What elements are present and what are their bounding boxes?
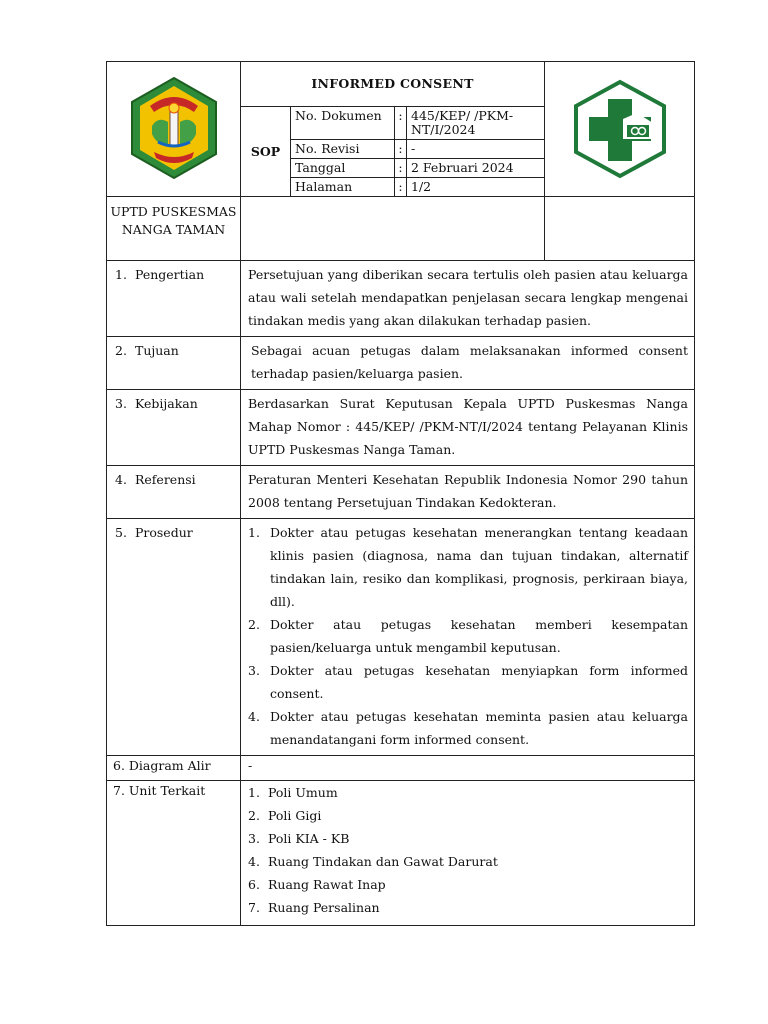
meta-colon: : — [395, 159, 407, 178]
section-label-diagram: 6. Diagram Alir — [107, 756, 241, 781]
section-label-prosedur: 5. Prosedur — [107, 519, 241, 756]
document-title: INFORMED CONSENT — [241, 62, 545, 107]
sop-table — [106, 61, 695, 926]
meta-label-doc: No. Dokumen — [291, 107, 395, 140]
meta-label-revision: No. Revisi — [291, 140, 395, 159]
section-label-unit-terkait: 7. Unit Terkait — [107, 781, 241, 926]
section-text-diagram: - — [241, 756, 695, 781]
puskesmas-cross-icon — [571, 79, 669, 179]
unit-blank-cell — [241, 197, 545, 261]
unit-item: 4. Ruang Tindakan dan Gawat Darurat — [248, 854, 498, 869]
meta-label-date: Tanggal — [291, 159, 395, 178]
section-label-pengertian: 1. Pengertian — [107, 261, 241, 337]
right-logo-cell — [545, 62, 695, 197]
unit-item: 7. Ruang Persalinan — [248, 900, 380, 915]
section-label-referensi: 4. Referensi — [107, 466, 241, 519]
section-text-tujuan: Sebagai acuan petugas dalam melaksanakan informed consent terhadap pasien/keluarga pasien. — [241, 337, 695, 390]
section-text-pengertian: Persetujuan yang diberikan secara tertulis oleh pasien atau keluarga atau wali setelah mendapatkan penjelasan secara lengkap mengenai tindakan medis yang akan dilakukan terhadap pasien. — [241, 261, 695, 337]
section-text-kebijakan: Berdasarkan Surat Keputusan Kepala UPTD Puskesmas Nanga Mahap Nomor : 445/KEP/ /PKM-NT/I/2024 tentang Pelayanan Klinis UPTD Puskesmas Nanga Taman. — [241, 390, 695, 466]
sop-label: SOP — [241, 107, 291, 197]
section-text-referensi: Peraturan Menteri Kesehatan Republik Indonesia Nomor 290 tahun 2008 tentang Persetujuan Tindakan Kedokteran. — [241, 466, 695, 519]
sop-document — [106, 61, 694, 914]
procedure-step: 3. Dokter atau petugas kesehatan menyiapkan form informed consent. — [248, 663, 689, 701]
meta-colon: : — [395, 178, 407, 197]
meta-colon: : — [395, 140, 407, 159]
procedure-step: 1. Dokter atau petugas kesehatan menerangkan tentang keadaan klinis pasien (diagnosa, nama dan tujuan tindakan, alternatif tindakan lain, resiko dan komplikasi, prognosis, perkiraan biaya, dll). — [248, 525, 689, 609]
meta-value-date: 2 Februari 2024 — [407, 159, 545, 178]
meta-colon: : — [395, 107, 407, 140]
section-unit-list — [241, 781, 695, 926]
meta-label-page: Halaman — [291, 178, 395, 197]
meta-value-page: 1/2 — [407, 178, 545, 197]
unit-item: 1. Poli Umum — [248, 785, 338, 800]
section-label-tujuan: 2. Tujuan — [107, 337, 241, 390]
section-label-kebijakan: 3. Kebijakan — [107, 390, 241, 466]
unit-name: UPTD PUSKESMAS NANGA TAMAN — [107, 197, 241, 261]
unit-item: 3. Poli KIA - KB — [248, 831, 350, 846]
meta-value-doc: 445/KEP/ /PKM-NT/I/2024 — [407, 107, 545, 140]
unit-blank-cell-right — [545, 197, 695, 261]
section-procedure-steps — [241, 519, 695, 756]
unit-item: 2. Poli Gigi — [248, 808, 322, 823]
regional-crest-icon — [128, 76, 220, 182]
left-logo-cell — [107, 62, 241, 197]
procedure-step: 4. Dokter atau petugas kesehatan meminta pasien atau keluarga menandatangani form informed consent. — [248, 709, 689, 747]
meta-value-revision: - — [407, 140, 545, 159]
unit-item: 6. Ruang Rawat Inap — [248, 877, 386, 892]
procedure-step: 2. Dokter atau petugas kesehatan memberi kesempatan pasien/keluarga untuk mengambil keputusan. — [248, 617, 689, 655]
